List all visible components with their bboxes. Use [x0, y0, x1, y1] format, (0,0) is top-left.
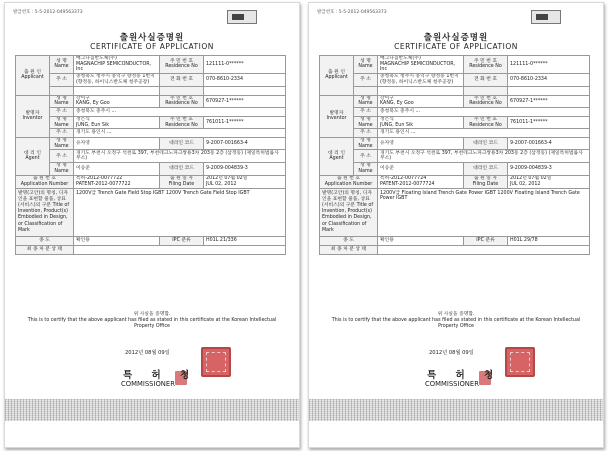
security-pattern-band — [5, 399, 299, 421]
inventor1-name-value: 강이구 KANG, Ey Goo — [74, 95, 160, 107]
inventor2-addr-value: 경기도 용인시 ... — [378, 129, 590, 138]
title-korean: 출원사실증명원 — [423, 33, 489, 43]
applicant-addr-label: 주 소 — [50, 73, 74, 86]
inventor1-reg-label: 주 민 번 호 Residence No — [160, 95, 204, 107]
inventor2-reg-label: 주 민 번 호 Residence No — [160, 116, 204, 128]
ipc-value: H01L 21/336 — [204, 236, 286, 245]
status-value — [74, 245, 286, 254]
status-label: 최 종 처 분 상 태 — [16, 245, 74, 254]
agent-addr-label: 주 소 — [50, 150, 74, 163]
issuing-office: 특 허 청 — [123, 370, 198, 381]
applicant-phone-value: 070-8610-2334 — [204, 73, 286, 86]
invention-title-label: 발명(고안)의 명칭, 디자인을 표현할 물품, 상표(서비스)의 구분 Title of Invention, Product(s) Embodied in Design, or Classification of Mark — [320, 188, 378, 236]
applicant-name-value: 매그나칩반도체(주) MAGNACHIP SEMICONDUCTOR, Inc — [74, 56, 160, 74]
inventor1-addr-label: 주 소 — [50, 107, 74, 116]
title-english: CERTIFICATE OF APPLICATION — [394, 42, 518, 51]
inventor-group-label: 발명자 Inventor — [16, 95, 50, 137]
applicant-phone-value: 070-8610-2334 — [508, 73, 590, 86]
doc-number: 발급번호 : 5-5-2012-049563373 — [317, 10, 387, 15]
official-seal-stamp — [505, 347, 535, 377]
agent1-name-label: 성 명 Name — [354, 138, 378, 150]
certificate-right — [308, 2, 604, 448]
agent2-code-label: 대리인 코드 — [464, 163, 508, 175]
applicant-phone-label: 전 화 번 호 — [160, 73, 204, 86]
commissioner-label: COMMISSIONER — [425, 380, 479, 388]
invention-title-value: 1200V급 Trench Gate Field Stop IGBT 1200V Trench Gate Field Stop IGBT — [74, 188, 286, 236]
applicant-phone-label: 전 화 번 호 — [464, 73, 508, 86]
inventor2-addr-label: 주 소 — [354, 129, 378, 138]
inventor2-name-label: 성 명 Name — [354, 116, 378, 128]
issuing-office: 특 허 청 — [427, 370, 502, 381]
agent1-name-label: 성 명 Name — [50, 138, 74, 150]
agent2-code-label: 대리인 코드 — [160, 163, 204, 175]
invention-title-label: 발명(고안)의 명칭, 디자인을 표현할 물품, 상표(서비스)의 구분 Title of Invention, Product(s) Embodied in Design, or Classification of Mark — [16, 188, 74, 236]
filing-date-label: 출 원 일 자 Filing Date — [464, 175, 508, 188]
title-english: CERTIFICATE OF APPLICATION — [90, 42, 214, 51]
doc-number: 발급번호 : 5-5-2012-049563373 — [13, 10, 83, 15]
doc-type-label: 종 도 — [320, 236, 378, 245]
agent1-name-value: 유자영 — [74, 138, 160, 150]
agent-addr-value: 경기도 부천시 오정구 석천로 397, 부천테크노파크쌍용3차 203동 2층 (삼정동) (제일특허법률사무소) — [378, 150, 590, 163]
inventor1-addr-label: 주 소 — [354, 107, 378, 116]
applicant-name-label: 성 명 Name — [354, 56, 378, 74]
applicant-addr-value: 충청북도 청주시 흥덕구 향정동 1번지 (향정동, 하이닉스반도체 청주공장) — [378, 73, 464, 86]
certification-korean: 위 사실을 증명함. — [437, 312, 475, 317]
title-korean: 출원사실증명원 — [119, 33, 185, 43]
applicant-name-label: 성 명 Name — [50, 56, 74, 74]
inventor2-reg-value: 761011-1****** — [508, 116, 590, 128]
certification-english: This is to certify that the above applicant has filed as stated in this certificate at the Korean Intellectual Property Office — [331, 318, 581, 330]
doc-type-value: 확인용 — [74, 236, 160, 245]
invention-title-value: 1200V급 Floating Island Trench Gate Power IGBT 1200V Floating Island Trench Gate Power IGBT — [378, 188, 590, 236]
inventor1-reg-label: 주 민 번 호 Residence No — [464, 95, 508, 107]
agent1-code-value: 9-2007-001663-4 — [204, 138, 286, 150]
inventor2-reg-label: 주 민 번 호 Residence No — [464, 116, 508, 128]
agent2-code-value: 9-2009-004839-3 — [508, 163, 590, 175]
applicant-reg-value: 121111-0****** — [204, 56, 286, 74]
agent-group-label: 대 리 인 Agent — [320, 138, 354, 175]
commissioner-label: COMMISSIONER — [121, 380, 175, 388]
app-no-value: 특허-2012-0077722 PATENT-2012-0077722 — [74, 175, 160, 188]
inventor2-name-value: 정은식 JUNG, Eun Sik — [378, 116, 464, 128]
barcode-box — [227, 10, 257, 24]
applicant-addr-value: 충청북도 청주시 흥덕구 향정동 1번지 (향정동, 하이닉스반도체 청주공장) — [74, 73, 160, 86]
app-no-value: 특허-2012-0077724 PATENT-2012-0077724 — [378, 175, 464, 188]
issue-date: 2012년 08월 09일 — [429, 350, 474, 356]
inventor2-name-value: 정은식 JUNG, Eun Sik — [74, 116, 160, 128]
ipc-value: H01L 29/78 — [508, 236, 590, 245]
barcode-box — [531, 10, 561, 24]
applicant-reg-label: 주 민 번 호 Residence No — [160, 56, 204, 74]
status-label: 최 종 처 분 상 태 — [320, 245, 378, 254]
agent-addr-value: 경기도 부천시 오정구 석천로 397, 부천테크노파크쌍용3차 203동 2층 (삼정동) (제일특허법률사무소) — [74, 150, 286, 163]
app-no-label: 출 원 번 호 Application Number — [16, 175, 74, 188]
inventor1-reg-value: 670927-1****** — [204, 95, 286, 107]
security-pattern-band — [309, 399, 603, 421]
filing-date-label: 출 원 일 자 Filing Date — [160, 175, 204, 188]
inventor1-reg-value: 670927-1****** — [508, 95, 590, 107]
status-value — [378, 245, 590, 254]
app-no-label: 출 원 번 호 Application Number — [320, 175, 378, 188]
agent2-name-label: 성 명 Name — [50, 163, 74, 175]
agent2-name-value: 이승준 — [74, 163, 160, 175]
agent1-code-label: 대리인 코드 — [160, 138, 204, 150]
official-seal-stamp — [201, 347, 231, 377]
ipc-label: IPC 분류 — [464, 236, 508, 245]
filing-date-value: 2012년 07월 02일 JUL 02, 2012 — [204, 175, 286, 188]
applicant-reg-label: 주 민 번 호 Residence No — [464, 56, 508, 74]
certification-korean: 위 사실을 증명함. — [133, 312, 171, 317]
ipc-label: IPC 분류 — [160, 236, 204, 245]
inventor2-reg-value: 761011-1****** — [204, 116, 286, 128]
applicant-reg-value: 121111-0****** — [508, 56, 590, 74]
filing-date-value: 2012년 07월 02일 JUL 02, 2012 — [508, 175, 590, 188]
doc-type-label: 종 도 — [16, 236, 74, 245]
agent1-name-value: 유자영 — [378, 138, 464, 150]
agent2-name-value: 이승준 — [378, 163, 464, 175]
agent2-code-value: 9-2009-004839-3 — [204, 163, 286, 175]
certificate-left — [4, 2, 300, 448]
inventor2-addr-value: 경기도 용인시 ... — [74, 129, 286, 138]
issue-date: 2012년 08월 09일 — [125, 350, 170, 356]
certification-english: This is to certify that the above applicant has filed as stated in this certificate at the Korean Intellectual Property Office — [27, 318, 277, 330]
doc-type-value: 확인용 — [378, 236, 464, 245]
inventor2-addr-label: 주 소 — [50, 129, 74, 138]
inventor1-name-label: 성 명 Name — [354, 95, 378, 107]
agent-addr-label: 주 소 — [354, 150, 378, 163]
applicant-addr-label: 주 소 — [354, 73, 378, 86]
inventor-group-label: 발명자 Inventor — [320, 95, 354, 137]
agent1-code-label: 대리인 코드 — [464, 138, 508, 150]
inventor1-name-label: 성 명 Name — [50, 95, 74, 107]
inventor1-addr-value: 충청북도 충주시 ... — [74, 107, 286, 116]
application-form-table — [319, 55, 590, 255]
agent-group-label: 대 리 인 Agent — [16, 138, 50, 175]
agent1-code-value: 9-2007-001663-4 — [508, 138, 590, 150]
inventor1-name-value: 강이구 KANG, Ey Goo — [378, 95, 464, 107]
agent2-name-label: 성 명 Name — [354, 163, 378, 175]
applicant-group-label: 출 원 인 Applicant — [16, 56, 50, 96]
inventor2-name-label: 성 명 Name — [50, 116, 74, 128]
applicant-group-label: 출 원 인 Applicant — [320, 56, 354, 96]
inventor1-addr-value: 충청북도 충주시 ... — [378, 107, 590, 116]
application-form-table — [15, 55, 286, 255]
applicant-name-value: 매그나칩반도체(주) MAGNACHIP SEMICONDUCTOR, Inc — [378, 56, 464, 74]
